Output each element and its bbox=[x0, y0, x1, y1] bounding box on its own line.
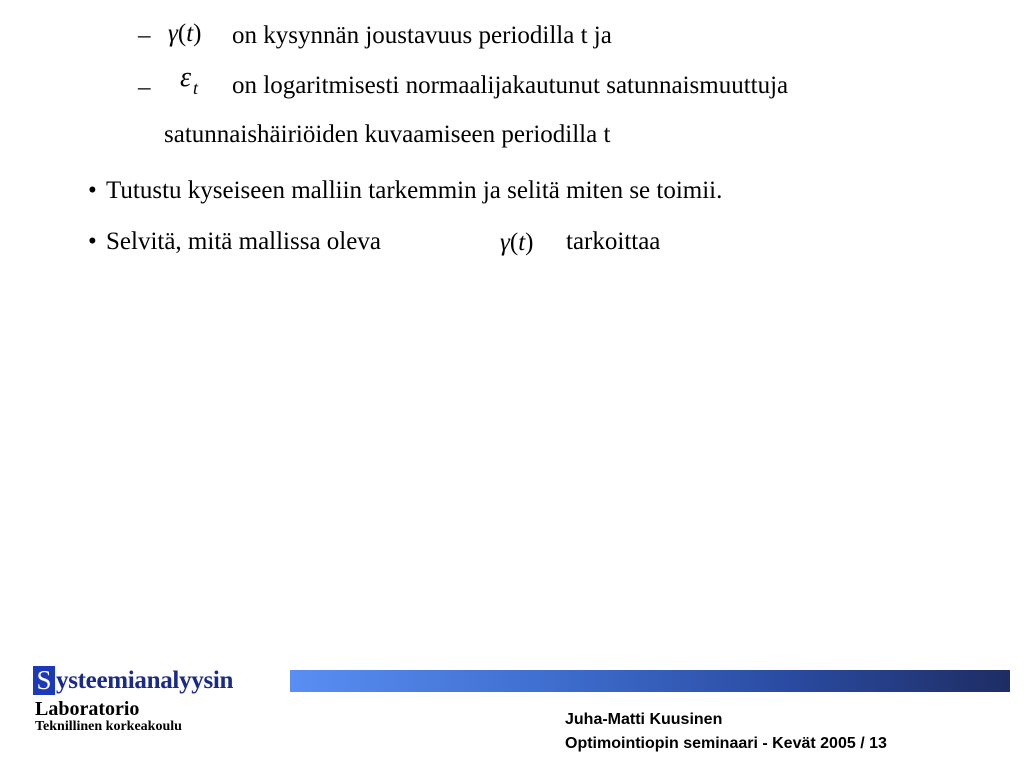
item2-dash: – bbox=[138, 74, 151, 101]
gamma-symbol bbox=[168, 19, 201, 49]
bullet1-marker: • bbox=[88, 177, 97, 204]
logo-university: Teknillinen korkeakoulu bbox=[35, 719, 182, 734]
bullet2-marker: • bbox=[88, 228, 97, 255]
epsilon-subscript: t bbox=[193, 78, 199, 98]
footer-course-info: Optimointiopin seminaari - Kevät 2005 / 13 bbox=[565, 735, 887, 752]
item1-dash: – bbox=[138, 22, 151, 49]
logo-initial: S bbox=[33, 666, 55, 695]
item2-continuation: satunnaishäiriöiden kuvaamiseen periodilla t bbox=[164, 121, 611, 148]
bullet2-text-after: tarkoittaa bbox=[566, 228, 661, 255]
epsilon-symbol bbox=[180, 62, 199, 98]
gamma-inline-open-paren: ( bbox=[509, 229, 519, 256]
footer-author: Juha-Matti Kuusinen bbox=[565, 711, 723, 728]
logo-gradient-bar bbox=[290, 670, 1010, 692]
gamma-symbol-inline bbox=[500, 228, 533, 258]
logo-laboratorio: Laboratorio bbox=[35, 698, 140, 720]
bullet1-text: Tutustu kyseiseen malliin tarkemmin ja selitä miten se toimii. bbox=[106, 177, 723, 204]
item1-text: on kysynnän joustavuus periodilla t ja bbox=[232, 22, 612, 49]
gamma-inline-arg: t bbox=[518, 229, 526, 256]
gamma-open-paren: ( bbox=[177, 20, 187, 47]
gamma-close-paren: ) bbox=[193, 20, 202, 47]
gamma-inline-letter: γ bbox=[500, 229, 510, 256]
bullet2-text-before: Selvitä, mitä mallissa oleva bbox=[106, 228, 381, 255]
logo-word: ysteemianalyysin bbox=[56, 667, 234, 694]
gamma-arg: t bbox=[186, 20, 194, 47]
gamma-letter: γ bbox=[168, 20, 178, 47]
item2-text: on logaritmisesti normaalijakautunut satunnaismuuttuja bbox=[232, 72, 789, 99]
epsilon-letter: ε bbox=[180, 62, 192, 93]
gamma-inline-close-paren: ) bbox=[525, 229, 534, 256]
